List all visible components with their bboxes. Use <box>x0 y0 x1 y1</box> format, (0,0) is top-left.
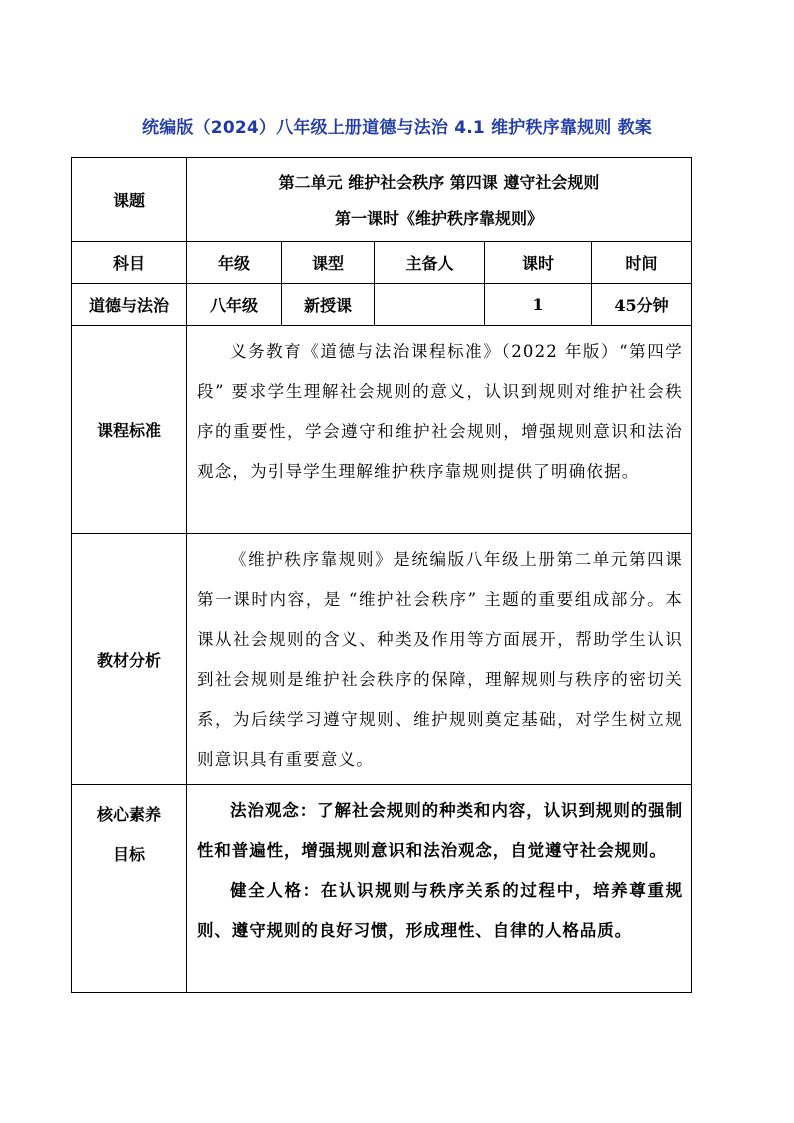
value-time: 45分钟 <box>592 284 692 326</box>
standard-text: 义务教育《道德与法治课程标准》（2022 年版）“第四学段” 要求学生理解社会规则的意义，认识到规则对维护社会秩序的重要性，学会遵守和维护社会规则，增强规则意识和法治观念，为引导学生理解维护秩序靠规则提供了明确依据。 <box>197 342 683 481</box>
header-grade: 年级 <box>187 242 282 284</box>
core-label <box>72 785 187 993</box>
analysis-content <box>187 534 692 785</box>
core-label-line-2: 目标 <box>112 845 145 864</box>
standard-row <box>72 326 692 534</box>
topic-line-1: 第二单元 维护社会秩序 第四课 遵守社会规则 <box>278 172 600 192</box>
info-header-row <box>72 242 692 284</box>
topic-label: 课题 <box>72 158 187 242</box>
value-subject: 道德与法治 <box>72 284 187 326</box>
standard-content <box>187 326 692 534</box>
info-value-row <box>72 284 692 326</box>
core-label-line-1: 核心素养 <box>96 805 161 824</box>
value-lead <box>375 284 485 326</box>
analysis-text: 《维护秩序靠规则》是统编版八年级上册第二单元第四课第一课时内容，是 “维护社会秩序” 主题的重要组成部分。本课从社会规则的含义、种类及作用等方面展开，帮助学生认识到社会规则是维护社会秩序的保障，理解规则与秩序的密切关系，为后续学习遵守规则、维护规则奠定基础，对学生树立规则意识具有重要意义。 <box>197 550 683 769</box>
value-hours: 1 <box>485 284 592 326</box>
standard-label: 课程标准 <box>72 326 187 534</box>
header-type: 课型 <box>282 242 375 284</box>
core-paragraph-1: 法治观念：了解社会规则的种类和内容，认识到规则的强制性和普遍性，增强规则意识和法治观念，自觉遵守社会规则。 <box>197 801 683 860</box>
lesson-plan-table <box>71 157 692 993</box>
topic-content <box>187 158 692 242</box>
header-time: 时间 <box>592 242 692 284</box>
topic-line-2: 第一课时《维护秩序靠规则》 <box>334 208 543 228</box>
core-content <box>187 785 692 993</box>
header-lead: 主备人 <box>375 242 485 284</box>
header-subject: 科目 <box>72 242 187 284</box>
value-grade: 八年级 <box>187 284 282 326</box>
document-title: 统编版（2024）八年级上册道德与法治 4.1 维护秩序靠规则 教案 <box>142 118 652 138</box>
topic-row <box>72 158 692 242</box>
value-type: 新授课 <box>282 284 375 326</box>
header-hours: 课时 <box>485 242 592 284</box>
core-paragraph-2: 健全人格：在认识规则与秩序关系的过程中，培养尊重规则、遵守规则的良好习惯，形成理性、自律的人格品质。 <box>197 881 683 940</box>
analysis-row <box>72 534 692 785</box>
analysis-label: 教材分析 <box>72 534 187 785</box>
core-row <box>72 785 692 993</box>
